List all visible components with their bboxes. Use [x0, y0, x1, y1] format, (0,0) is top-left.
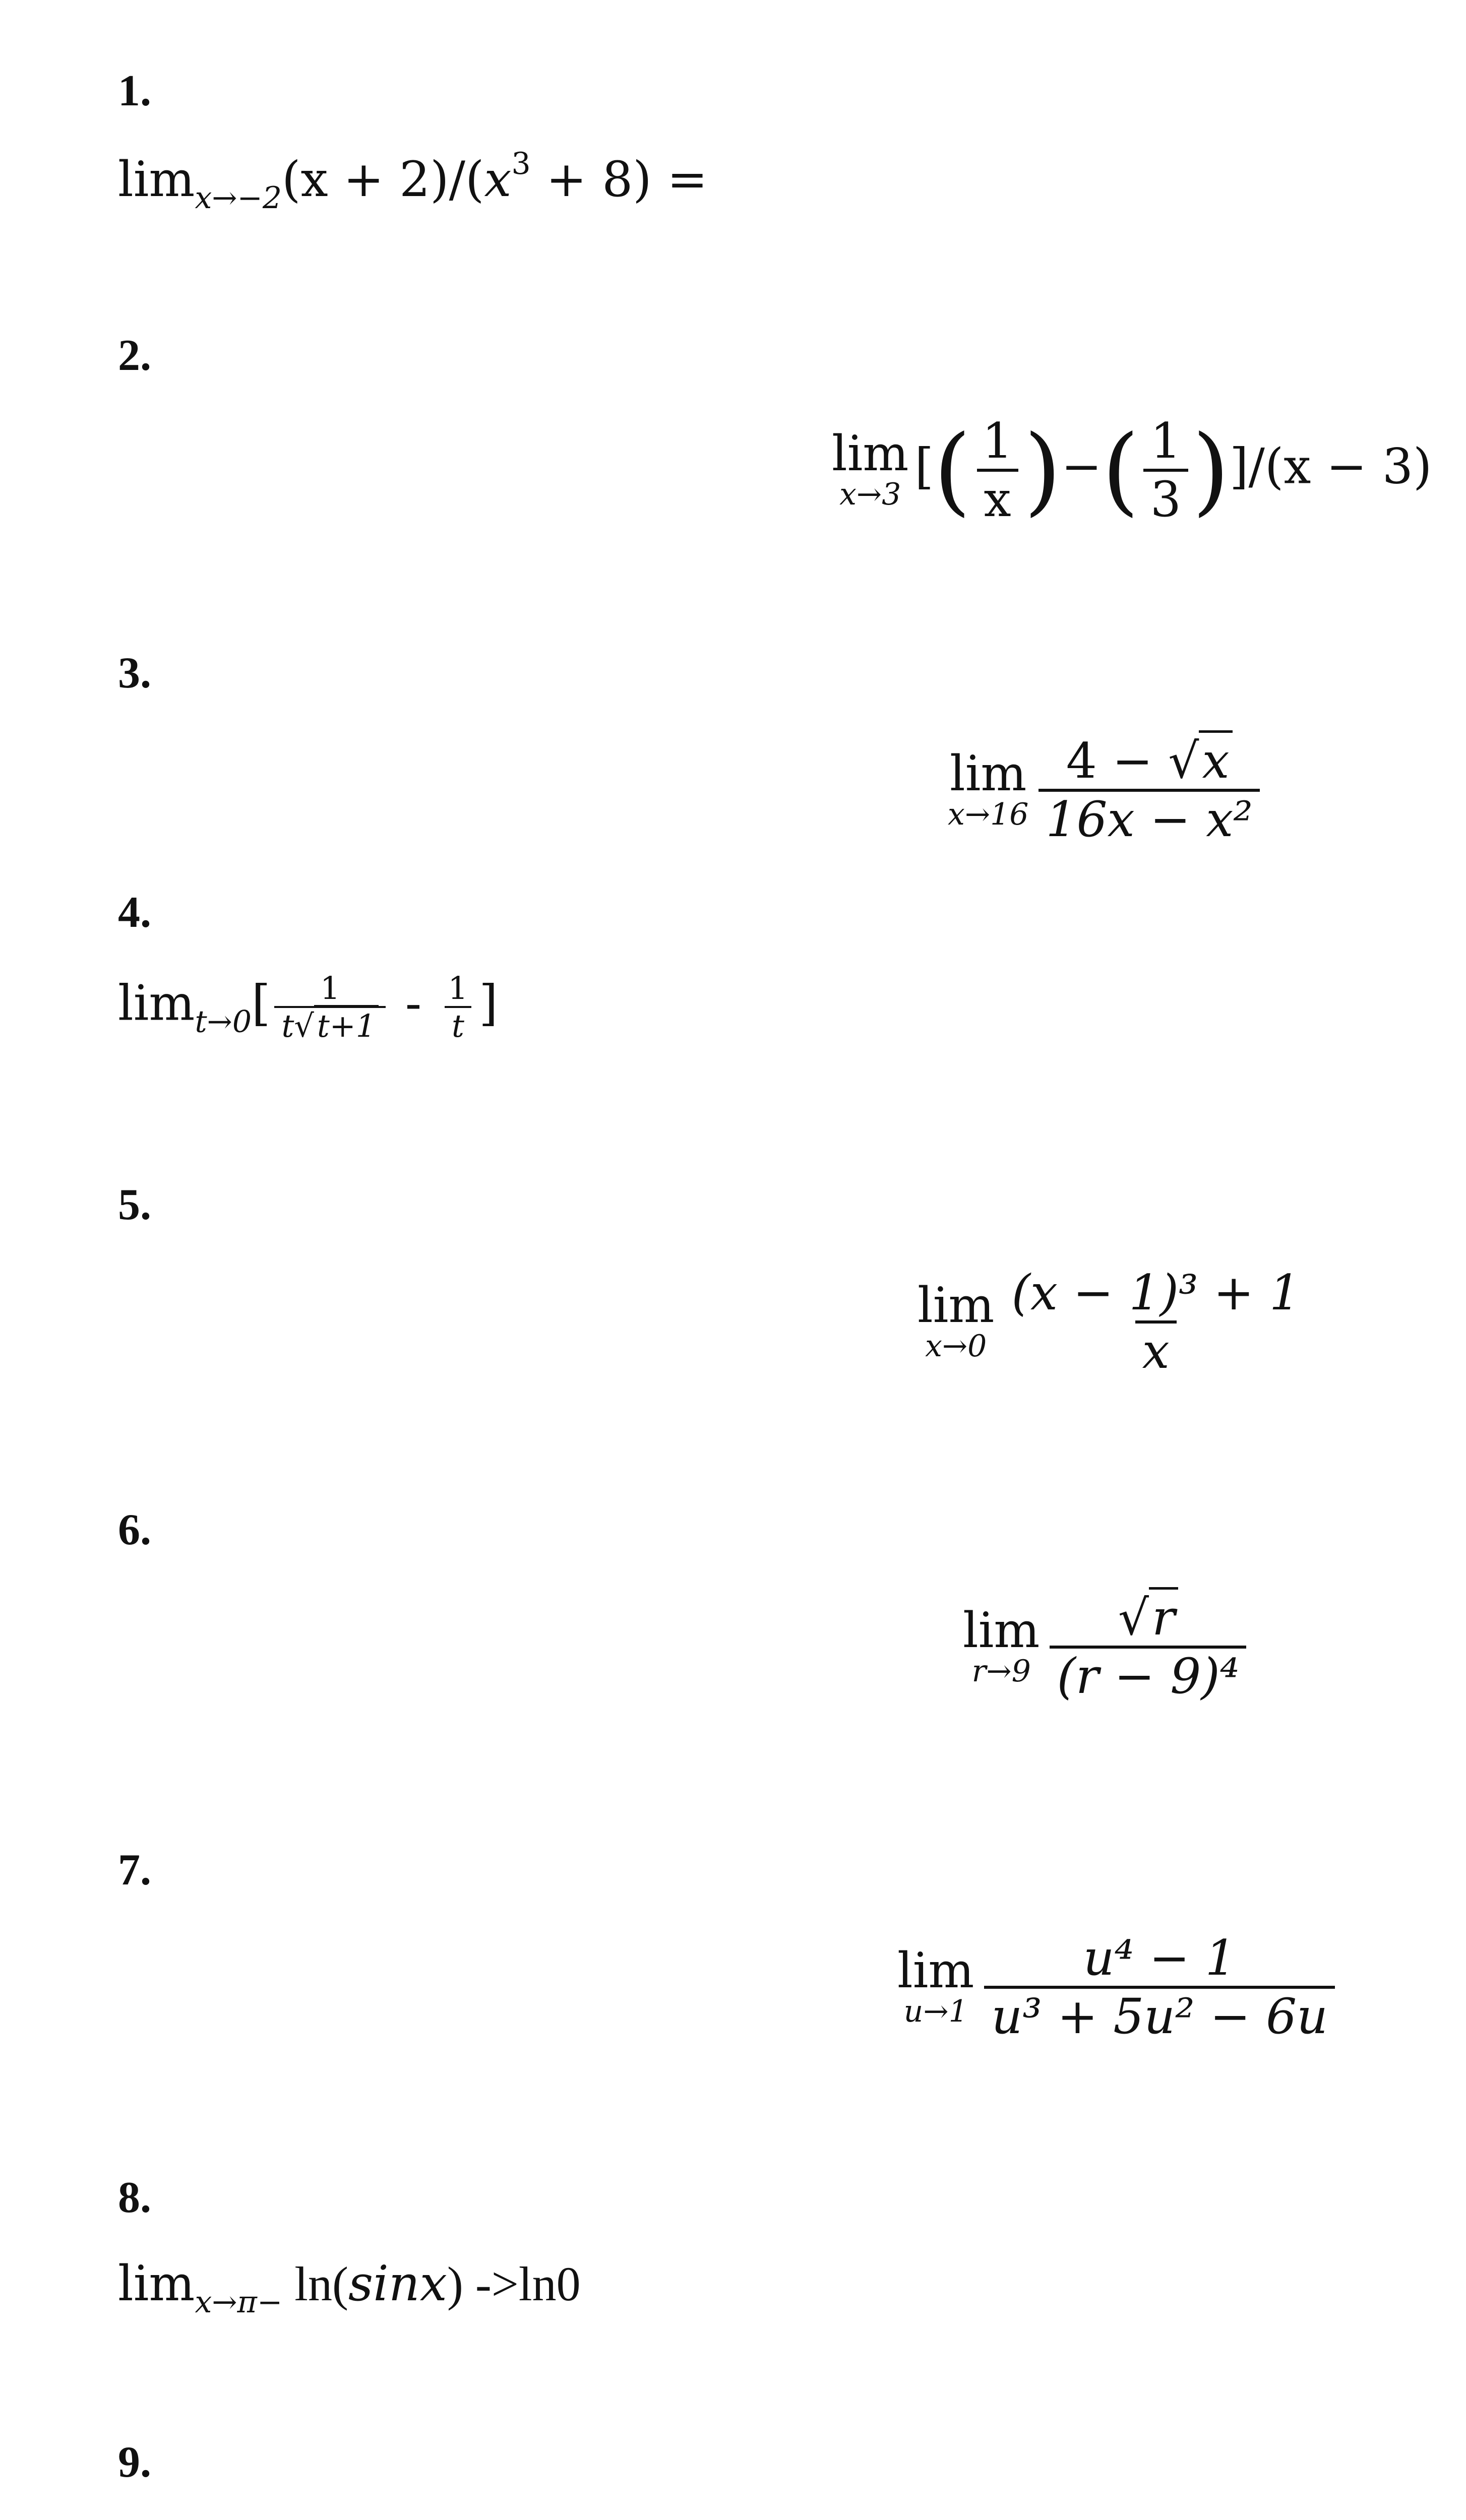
expression-tail: ]/(x − 3) [1230, 438, 1432, 495]
lim-subscript: u→1 [903, 1994, 968, 2030]
problem-8-number: 8. [118, 2173, 151, 2222]
expression-body: (x + 2)/( [282, 151, 484, 208]
fraction-numerator: 1 [1150, 413, 1181, 469]
problem-7-number: 7. [118, 1846, 151, 1895]
function-name: ln( [282, 2257, 348, 2311]
lim-subscript: x→−2 [195, 180, 282, 216]
radicand: r [1149, 1587, 1178, 1646]
lim-subscript: x→3 [839, 477, 901, 513]
fraction-numerator: (x − 1)³ + 1 [1011, 1265, 1301, 1321]
radicand: x [1199, 730, 1232, 789]
problem-7-expression [897, 1930, 1339, 2045]
problem-8-expression [118, 2255, 581, 2320]
expression-tail: ) ->ln0 [447, 2257, 581, 2311]
exponent: 3 [511, 146, 531, 181]
fraction-numerator: 1 [448, 970, 468, 1006]
lim-subscript: x→π− [195, 2285, 283, 2320]
lim-label: lim [950, 745, 1027, 802]
radicand: t+1 [314, 1005, 379, 1044]
minus-sign: − [1061, 438, 1102, 495]
lim-label: lim [897, 1942, 974, 1999]
denominator-variable: t [281, 1007, 294, 1045]
problem-2-number: 2. [118, 331, 151, 380]
open-bracket: [ [914, 438, 934, 495]
problem-3-number: 3. [118, 649, 151, 698]
lim-label: lim [963, 1602, 1040, 1659]
problem-6-number: 6. [118, 1505, 151, 1554]
lim-subscript: x→16 [948, 797, 1029, 833]
problem-5-number: 5. [118, 1180, 151, 1229]
problem-9-number: 9. [118, 2438, 151, 2487]
close-bracket: ] [479, 975, 498, 1032]
fraction-denominator: 3 [1143, 469, 1188, 527]
fraction-denominator: x [1135, 1320, 1177, 1379]
lim-label: lim [118, 2255, 195, 2312]
lim-subscript: x→0 [925, 1329, 987, 1364]
minus-sign: - [390, 975, 437, 1032]
fraction-denominator: t [445, 1006, 471, 1044]
fraction-denominator: (r − 9)⁴ [1050, 1646, 1246, 1704]
problem-1-expression [118, 146, 708, 216]
numerator-constant: 4 − [1066, 733, 1169, 789]
variable: x [484, 151, 512, 208]
fraction-numerator: u⁴ − 1 [1083, 1930, 1236, 1986]
fraction-numerator: 1 [982, 413, 1013, 469]
lim-subscript: t→0 [195, 1004, 252, 1040]
fraction-denominator: u³ + 5u² − 6u [984, 1986, 1335, 2044]
function-argument: sinx [348, 2255, 447, 2312]
lim-label: lim [918, 1277, 995, 1334]
expression-tail: + 8) = [530, 151, 708, 208]
open-bracket: [ [252, 975, 271, 1032]
problem-2-expression: lim x→3 [( $\frac{1}{x}$ )−( $\frac{1}{3}$ )]/(x − 3) [832, 413, 1432, 528]
fraction-numerator: 1 [320, 970, 340, 1006]
problem-6-expression: lim r→9 $\frac{√r}{\text{(r − 9)⁴}}$ [963, 1590, 1250, 1705]
fraction-denominator: x [977, 469, 1018, 527]
problem-4-expression: $\lim_{t\to 0}$[ $\frac{1}{t√t+1}$ - $\frac{1}{t}$ ] [118, 970, 498, 1045]
lim-subscript: r→9 [971, 1654, 1031, 1689]
lim-label: lim [832, 425, 909, 482]
problem-3-expression: lim x→16 $\frac{4 - √x}{\text{16x − x²}}$ [948, 733, 1264, 848]
fraction-denominator: 16x − x² [1039, 789, 1259, 847]
lim-label: lim [118, 151, 195, 208]
problem-4-number: 4. [118, 888, 151, 937]
problem-5-expression [918, 1265, 1311, 1379]
lim-label: lim [118, 975, 195, 1032]
problem-1-number: 1. [118, 67, 151, 115]
